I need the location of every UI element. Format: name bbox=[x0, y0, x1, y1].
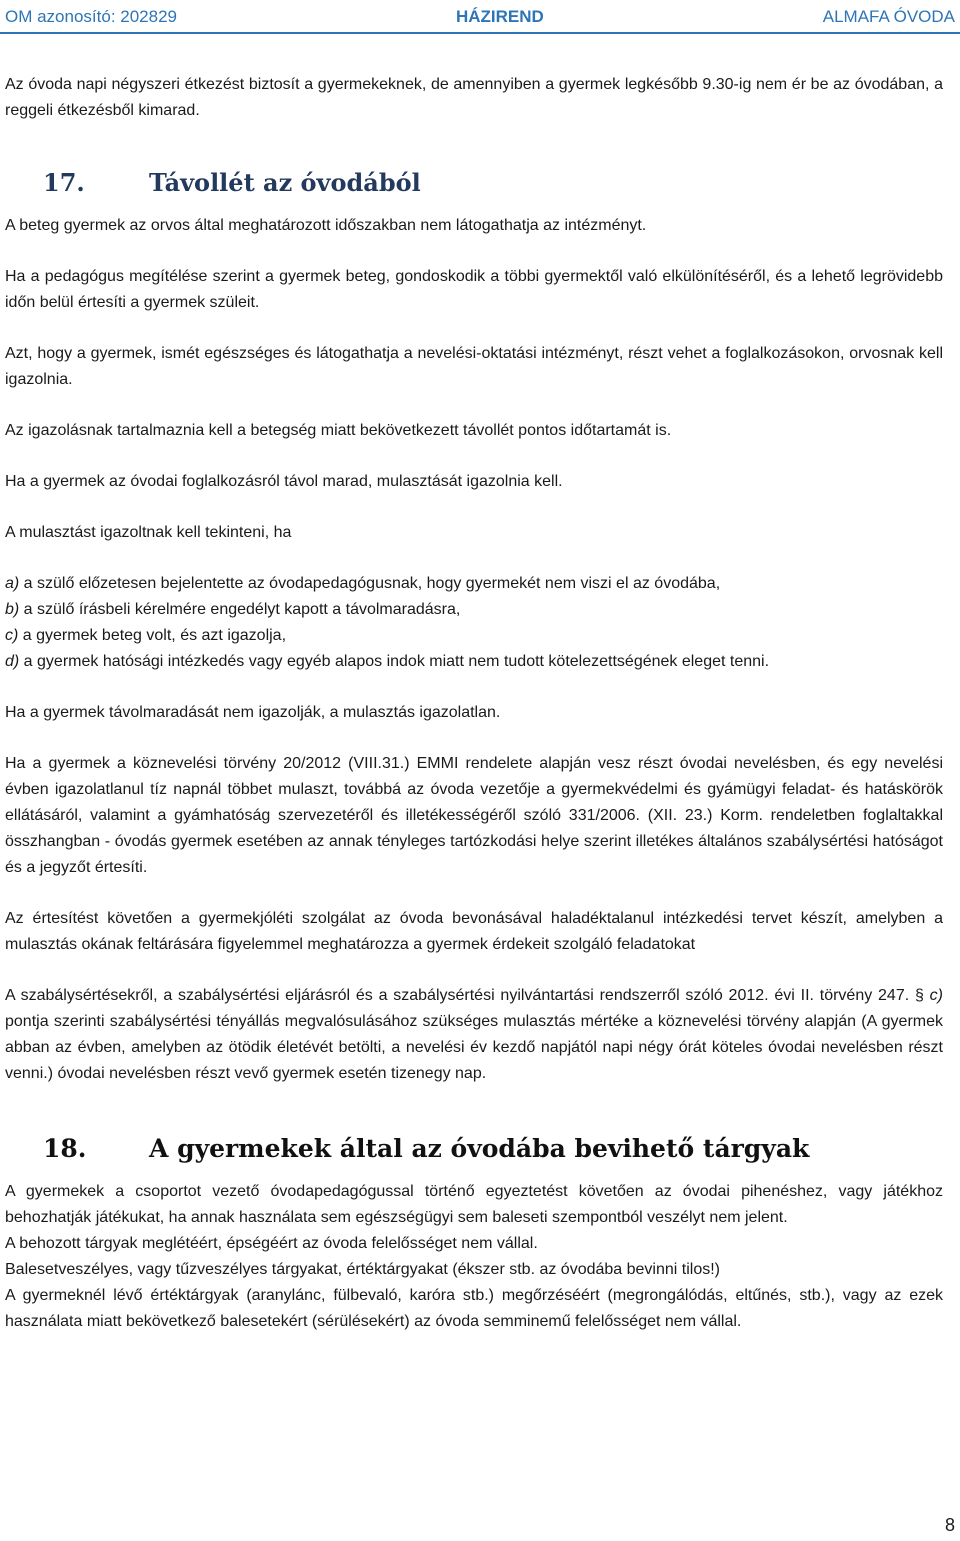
header-om-id: OM azonosító: 202829 bbox=[5, 7, 178, 26]
paragraph: A gyermeknél lévő értéktárgyak (aranylánc, fülbevaló, karóra stb.) megőrzéséért (megrongálódás, eltűnés, stb.), vagy az ezek használata miatt bekövetkező balesetekért (sérülésekért) az óvoda semminemű felelősséget nem vállal. bbox=[5, 1287, 943, 1330]
list-item bbox=[5, 597, 943, 623]
paragraph: Ha a pedagógus megítélése szerint a gyermek beteg, gondoskodik a többi gyermektől való elkülönítéséről, és a lehető legrövidebb időn belül értesíti a gyermek szüleit. bbox=[5, 268, 943, 311]
list-item bbox=[5, 571, 943, 597]
paragraph: Ha a gyermek az óvodai foglalkozásról távol marad, mulasztását igazolnia kell. bbox=[5, 473, 563, 490]
list-marker: c) bbox=[5, 627, 19, 644]
header-divider bbox=[0, 32, 960, 34]
paragraph: Balesetveszélyes, vagy tűzveszélyes tárgyakat, értéktárgyakat (ékszer stb. az óvodába bevinni tilos!) bbox=[5, 1261, 721, 1278]
section-sign: § bbox=[914, 987, 924, 1004]
paragraph: Az igazolásnak tartalmaznia kell a betegség miatt bekövetkezett távollét pontos időtartamát is. bbox=[5, 422, 672, 439]
header-institution: ALMAFA ÓVODA bbox=[822, 7, 955, 26]
page-header bbox=[5, 4, 955, 30]
header-title: HÁZIREND bbox=[455, 7, 544, 26]
paragraph bbox=[5, 983, 943, 1087]
paragraph: A mulasztást igazoltnak kell tekinteni, ha bbox=[5, 524, 292, 541]
paragraph: A beteg gyermek az orvos által meghatározott időszakban nem látogathatja az intézményt. bbox=[5, 217, 647, 234]
text-span: A szabálysértésekről, a szabálysértési eljárásról és a szabálysértési nyilvántartási rendszerről szóló 2012. évi II. törvény 247. bbox=[5, 987, 915, 1004]
paragraph: Ha a gyermek távolmaradását nem igazolják, a mulasztás igazolatlan. bbox=[5, 704, 501, 721]
section-18-title: A gyermekek által az óvodába bevihető tárgyak bbox=[149, 1134, 810, 1163]
section-18-body bbox=[5, 1179, 943, 1335]
section-17-number: 17. bbox=[43, 168, 85, 197]
list-item-text: a szülő írásbeli kérelmére engedélyt kapott a távolmaradásra, bbox=[19, 601, 461, 618]
page-number: 8 bbox=[944, 1515, 955, 1535]
intro-paragraph: Az óvoda napi négyszeri étkezést biztosít a gyermekeknek, de amennyiben a gyermek legkésőbb 9.30-ig nem ér be az óvodában, a reggeli étkezésből kimarad. bbox=[5, 76, 943, 119]
section-18-number: 18. bbox=[43, 1134, 87, 1163]
document-body bbox=[5, 72, 943, 1335]
section-17-title: Távollét az óvodából bbox=[149, 168, 421, 197]
excused-absence-list bbox=[5, 571, 943, 675]
paragraph: A gyermekek a csoportot vezető óvodapedagógussal történő egyeztetést követően az óvodai pihenéshez, vagy játékhoz behozhatják játékukat, ha annak használata sem egészségügyi sem baleseti szempontból veszélyt nem jelent. bbox=[5, 1183, 943, 1226]
section-17-heading bbox=[43, 168, 943, 198]
paragraph: Ha a gyermek a köznevelési törvény 20/2012 (VIII.31.) EMMI rendelete alapján vesz részt óvodai nevelésben, és egy nevelési évben igazolatlanul tíz napnál többet mulaszt, továbbá az óvoda vezetője a gyermekvédelmi és gyámügyi feladat- és hatáskörök ellátásáról, valamint a gyámhatóság szervezetéről és illetékességéről szóló 331/2006. (XII. 23.) Korm. rendeletben foglaltakkal összhangban - óvodás gyermek esetében az annak tényleges tartózkodási helye szerint illetékes általános szabálysértési hatóságot és a jegyzőt értesíti. bbox=[5, 755, 943, 876]
paragraph: Az értesítést követően a gyermekjóléti szolgálat az óvoda bevonásával haladéktalanul intézkedési tervet készít, amelyben a mulasztás okának feltárására figyelemmel meghatározza a gyermek érdekeit szolgáló feladatokat bbox=[5, 910, 943, 953]
list-item-text: a gyermek beteg volt, és azt igazolja, bbox=[18, 627, 287, 644]
list-item bbox=[5, 649, 943, 675]
list-item-text: a gyermek hatósági intézkedés vagy egyéb alapos indok miatt nem tudott kötelezettségének eleget tenni. bbox=[19, 653, 770, 670]
list-marker: d) bbox=[5, 653, 20, 670]
section-18-heading bbox=[43, 1133, 943, 1165]
paragraph: Azt, hogy a gyermek, ismét egészséges és látogathatja a nevelési-oktatási intézményt, részt vehet a foglalkozásokon, orvosnak kell igazolnia. bbox=[5, 345, 943, 388]
list-item-text: a szülő előzetesen bejelentette az óvodapedagógusnak, hogy gyermekét nem viszi el az óvodába, bbox=[19, 575, 721, 592]
list-marker: b) bbox=[5, 601, 20, 618]
text-span: pontja szerinti szabálysértési tényállás megvalósulásához szükséges mulasztás mértéke a köznevelési törvény alapján (A gyermek abban az évben, amelyben az ötödik életévét betölti, a nevelési év kezdő napjától napi négy órát köteles óvodai nevelésben részt venni.) óvodai nevelésben részt vevő gyermek esetén tizenegy nap. bbox=[5, 1013, 943, 1082]
paragraph: A behozott tárgyak meglétéért, épségéért az óvoda felelősséget nem vállal. bbox=[5, 1235, 538, 1252]
list-marker: a) bbox=[5, 575, 20, 592]
italic-ref: c) bbox=[929, 987, 943, 1004]
list-item bbox=[5, 623, 943, 649]
